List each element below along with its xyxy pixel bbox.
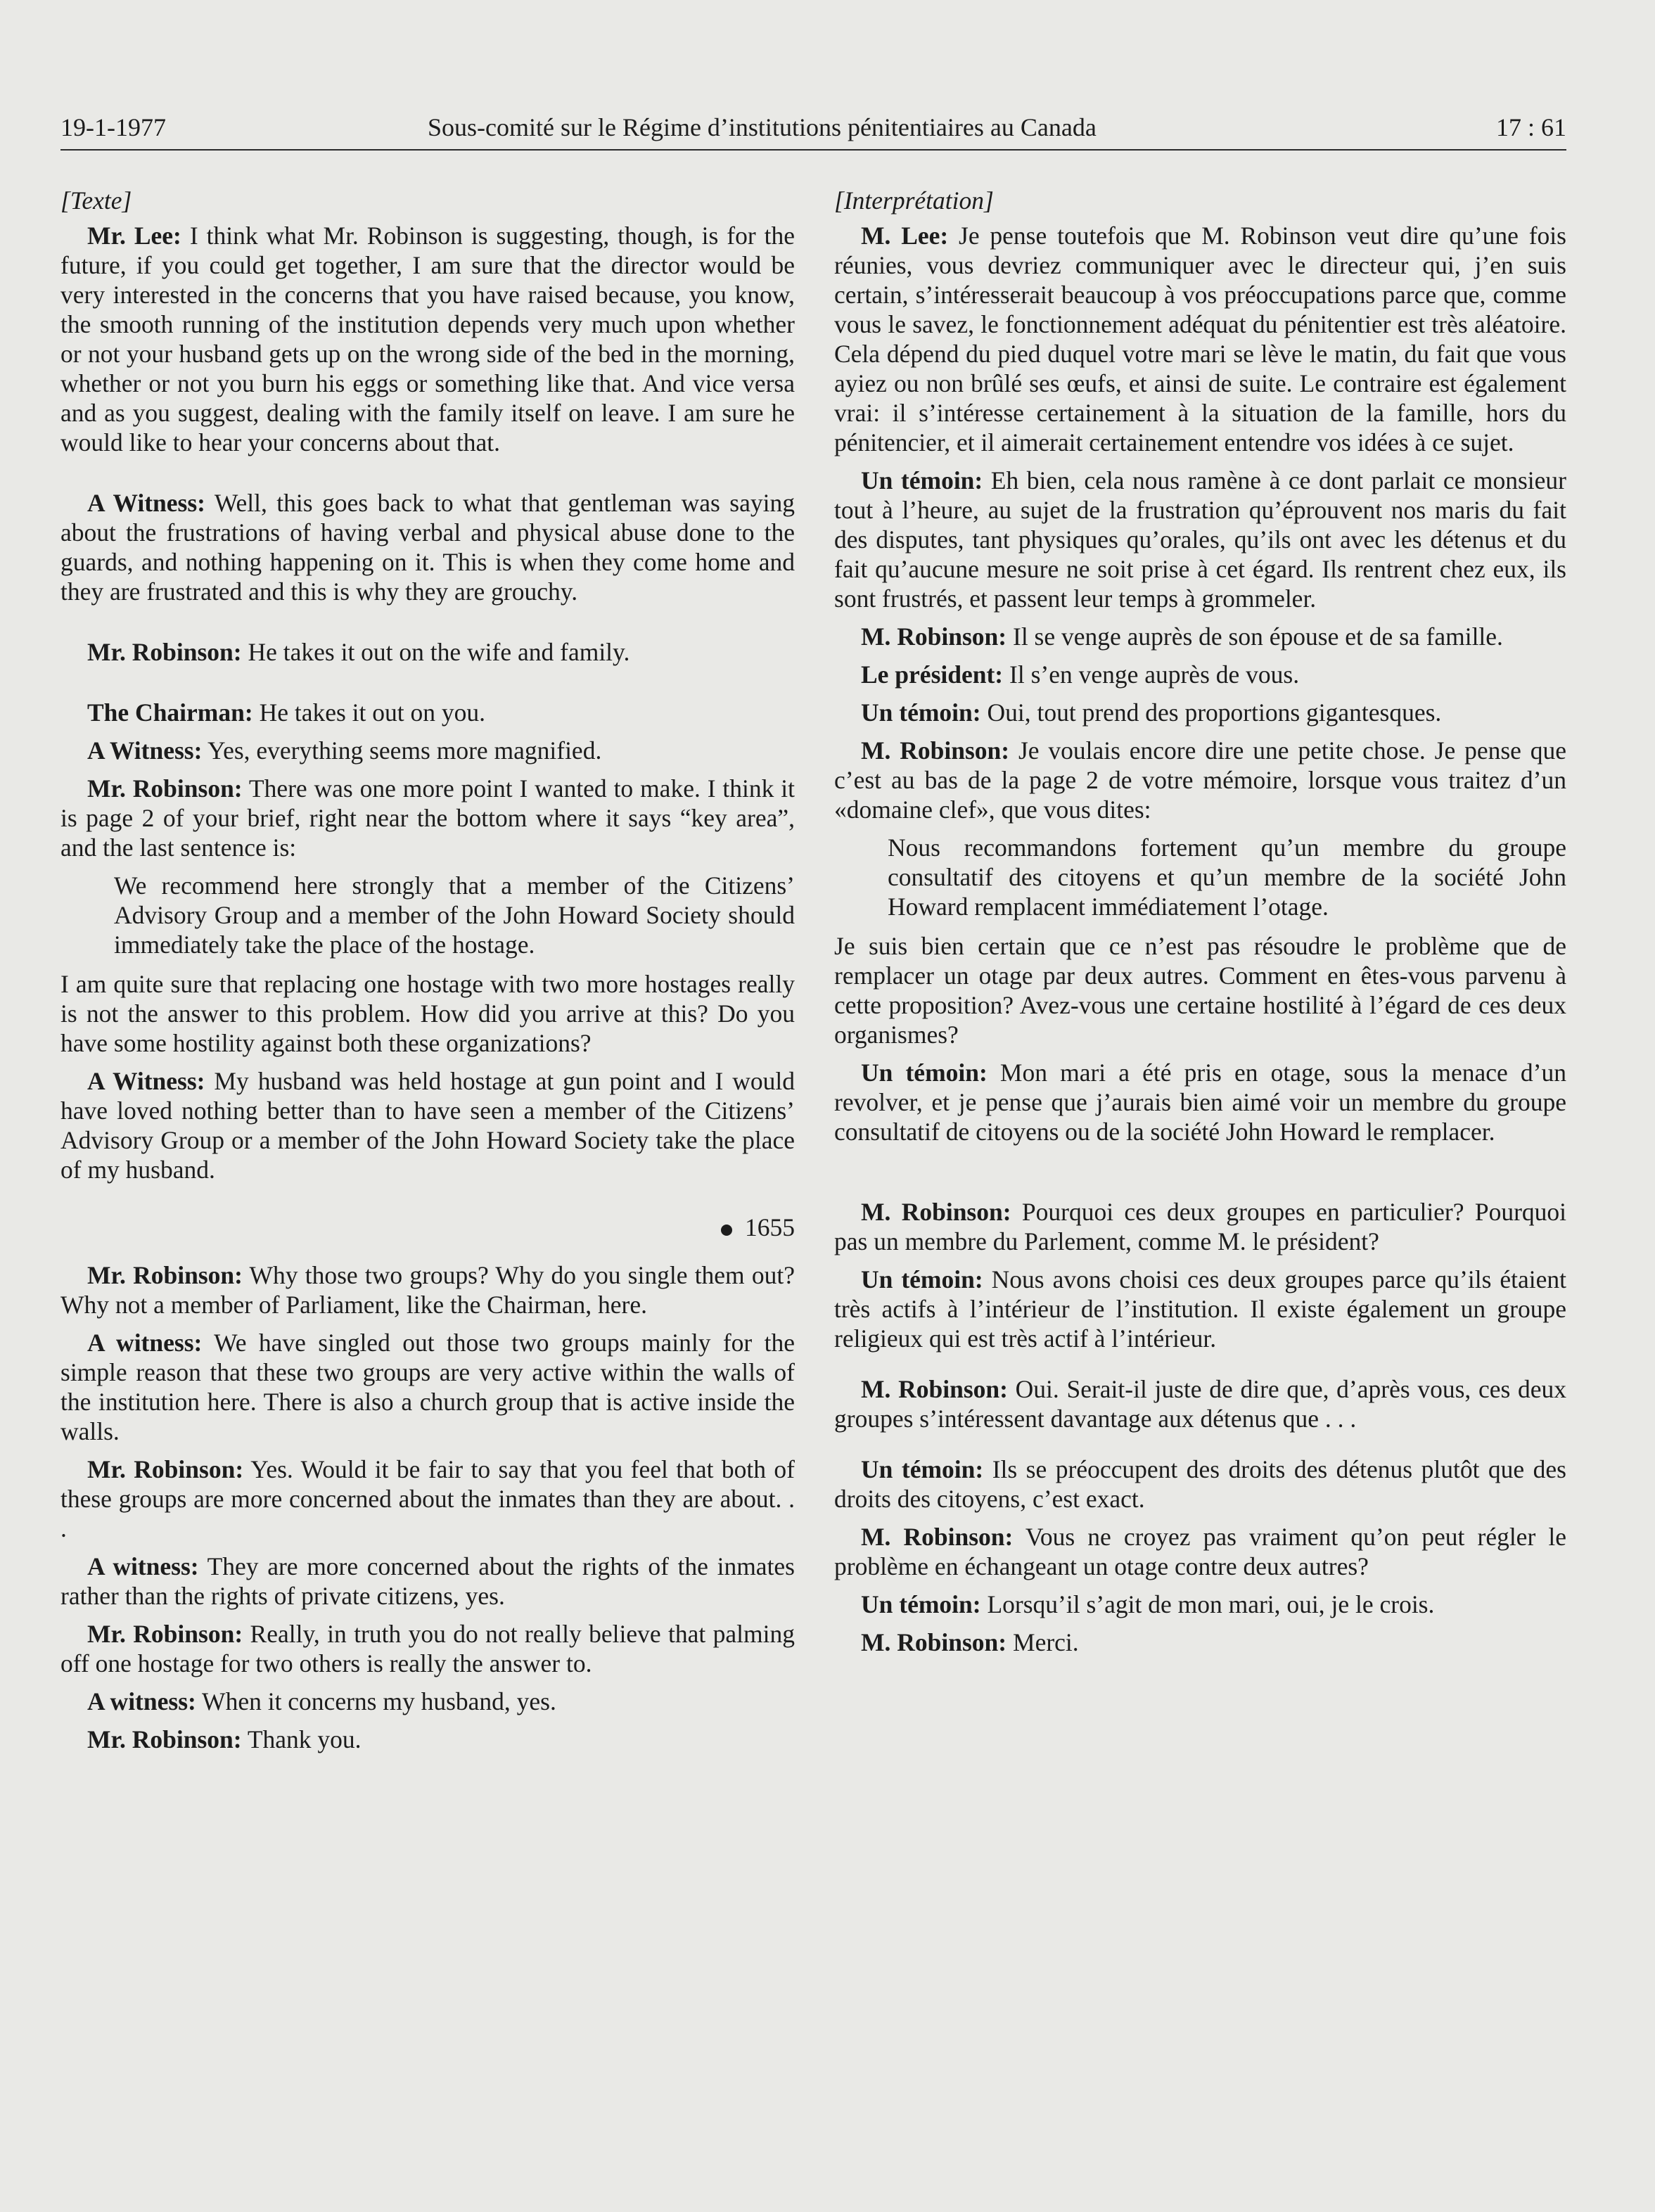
speech-text: Je voulais encore dire une petite chose. Je pense que c’est au bas de la page 2 de votre mémoire, lorsque vous traitez d’un «domaine clef», que vous dites: [834, 736, 1567, 824]
paragraph-witness [60, 1552, 795, 1611]
speaker-name: Mr. Robinson: [87, 1620, 243, 1648]
speech-text: Really, in truth you do not really believe that palming off one hostage for two others is really the answer to. [60, 1620, 795, 1677]
speaker-name: Un témoin: [861, 1265, 983, 1293]
paragraph-continuation: I am quite sure that replacing one hostage with two more hostages really is not the answer to this problem. How did you arrive at this? Do you have some hostility against both these organizations? [60, 970, 795, 1057]
speaker-name: M. Robinson: [861, 1198, 1011, 1226]
time-marker [60, 1213, 795, 1242]
quoted-recommendation: We recommend here strongly that a member of the Citizens’ Advisory Group and a member of the John Howard Society should immediately take the place of the hostage. [114, 871, 795, 959]
speech-text: Yes. Would it be fair to say that you feel that both of these groups are more concerned about the inmates than they are about. . . [60, 1455, 795, 1542]
bullet-icon [721, 1225, 732, 1236]
paragraph-lee [834, 221, 1566, 457]
speech-text: There was one more point I wanted to make. I think it is page 2 of your brief, right near the bottom where it says “key area”, and the last sentence is: [60, 774, 795, 862]
paragraph-witness [60, 1328, 795, 1446]
speech-text: Il s’en venge auprès de vous. [1003, 660, 1300, 689]
paragraph-robinson [834, 1374, 1566, 1433]
paragraph-witness [60, 1066, 795, 1184]
speech-text: Why those two groups? Why do you single them out? Why not a member of Parliament, like the Chairman, here. [60, 1261, 795, 1319]
speech-text: Thank you. [241, 1725, 362, 1753]
speech-text: I think what Mr. Robinson is suggesting, though, is for the future, if you could get together, I am sure that the director would be very interested in the concerns that you have raised because, you know, the smooth running of the institution depends very much upon whether or not your husband gets up on the wrong side of the bed in the morning, whether or not you burn his eggs or something like that. And vice versa and as you suggest, dealing with the family itself on leave. I am sure he would like to hear your concerns about that. [60, 222, 795, 456]
paragraph-chairman [60, 698, 795, 727]
speech-text: Mon mari a été pris en otage, sous la menace d’un revolver, et je pense que j’aurais bien aimé voir un membre du groupe consultatif de citoyens ou de la société John Howard le remplacer. [834, 1059, 1566, 1146]
paragraph-robinson [834, 1197, 1566, 1256]
paragraph-continuation: Je suis bien certain que ce n’est pas résoudre le problème que de remplacer un otage par deux autres. Comment en êtes-vous parvenu à cette proposition? Avez-vous une certaine hostilité à l’égard de ces deux organismes? [834, 932, 1566, 1049]
language-label: [Texte] [60, 186, 132, 215]
speech-text: Merci. [1007, 1628, 1079, 1656]
speaker-name: Un témoin: [861, 466, 983, 494]
quoted-recommendation: Nous recommandons fortement qu’un membre du groupe consultatif des citoyens et qu’un membre de la société John Howard remplacent immédiatement l’otage. [888, 833, 1566, 921]
paragraph-chairman [834, 660, 1566, 689]
speaker-name: M. Robinson: [861, 736, 1010, 765]
speech-text: Oui, tout prend des proportions gigantesques. [980, 698, 1442, 727]
speech-text: Well, this goes back to what that gentleman was saying about the frustrations of having verbal and physical abuse done to the guards, and nothing happening on it. This is when they come home and they are frustrated and this is why they are grouchy. [60, 489, 795, 606]
speaker-name: Mr. Robinson: [87, 774, 243, 803]
paragraph-robinson [834, 736, 1566, 824]
speech-text: They are more concerned about the rights of the inmates rather than the rights of private citizens, yes. [60, 1552, 795, 1610]
speech-text: Je pense toutefois que M. Robinson veut dire qu’une fois réunies, vous devriez communiquer avec le directeur qui, j’en suis certain, s’intéresserait beaucoup à vos préoccupations parce que, comme vous le savez, le fonctionnement adéquat du pénitentier est très aléatoire. Cela dépend du pied duquel votre mari se lève le matin, du fait que vous ayiez ou non brûlé ses œufs, et ainsi de suite. Le contraire est également vrai: il s’intéresse certainement à la situation de la famille, hors du pénitencier, et il aimerait certainement entendre vos idées à ce sujet. [834, 222, 1566, 456]
paragraph-robinson [834, 622, 1566, 651]
header-title: Sous-comité sur le Régime d’institutions pénitentiaires au Canada [428, 113, 1097, 141]
speaker-name: M. Robinson: [861, 622, 1007, 651]
speech-text: He takes it out on you. [253, 698, 486, 727]
header-date: 19-1-1977 [60, 113, 166, 141]
speaker-name: Un témoin: [861, 1059, 988, 1087]
paragraph-witness [834, 1455, 1566, 1514]
paragraph-witness [834, 1265, 1566, 1353]
speech-text: Ils se préoccupent des droits des détenus plutôt que des droits des citoyens, c’est exact. [834, 1455, 1566, 1513]
speech-text: My husband was held hostage at gun point and I would have loved nothing better than to have seen a member of the Citizens’ Advisory Group or a member of the John Howard Society take the place of my husband. [60, 1067, 795, 1184]
speaker-name: A witness: [87, 1552, 199, 1580]
running-header [60, 113, 1566, 152]
speech-text: Lorsqu’il s’agit de mon mari, oui, je le crois. [980, 1590, 1435, 1618]
speaker-name: A Witness: [87, 736, 203, 765]
english-column [60, 186, 795, 1763]
speaker-name: Un témoin: [861, 698, 981, 727]
speaker-name: The Chairman: [87, 698, 253, 727]
paragraph-robinson [60, 774, 795, 862]
paragraph-robinson [60, 1455, 795, 1543]
speech-text: We have singled out those two groups mainly for the simple reason that these two groups are very active within the walls of the institution here. There is also a church group that is active inside the walls. [60, 1329, 795, 1445]
french-column [834, 186, 1566, 1666]
speech-text: Yes, everything seems more magnified. [202, 736, 602, 765]
paragraph-witness [834, 1058, 1566, 1146]
speaker-name: Mr. Robinson: [87, 1725, 242, 1753]
speech-text: Eh bien, cela nous ramène à ce dont parlait ce monsieur tout à l’heure, au sujet de la frustration qu’éprouvent nos maris du fait des disputes, tant physiques qu’orales, qu’ils ont avec les détenus et du fait qu’aucune mesure ne soit prise à cet égard. Ils rentrent chez eux, ils sont frustrés, et passent leur temps à grommeler. [834, 466, 1566, 613]
paragraph-witness [834, 698, 1566, 727]
speech-text: Vous ne croyez pas vraiment qu’on peut régler le problème en échangeant un otage contre deux autres? [834, 1523, 1566, 1580]
time-value: 1655 [745, 1213, 795, 1241]
speech-text: Oui. Serait-il juste de dire que, d’après vous, ces deux groupes s’intéressent davantage aux détenus que . . . [834, 1375, 1567, 1433]
paragraph-robinson [60, 1725, 795, 1754]
speaker-name: M. Robinson: [861, 1523, 1014, 1551]
paragraph-robinson [60, 1619, 795, 1678]
speech-text: Nous avons choisi ces deux groupes parce qu’ils étaient très actifs à l’intérieur de l’institution. Il existe également un groupe religieux qui est très actif à l’intérieur. [834, 1265, 1566, 1353]
speaker-name: A Witness: [87, 1067, 205, 1095]
speaker-name: Mr. Robinson: [87, 1455, 244, 1483]
speaker-name: A witness: [87, 1687, 196, 1715]
speaker-name: Mr. Lee: [87, 222, 181, 250]
paragraph-robinson [834, 1628, 1566, 1657]
paragraph-witness [60, 1687, 795, 1716]
speaker-name: M. Robinson: [861, 1628, 1007, 1656]
speech-text: When it concerns my husband, yes. [196, 1687, 556, 1715]
speaker-name: Mr. Robinson: [87, 638, 242, 666]
language-label: [Interprétation] [834, 186, 994, 215]
paragraph-robinson [60, 1260, 795, 1319]
paragraph-lee [60, 221, 795, 457]
speaker-name: M. Robinson: [861, 1375, 1008, 1403]
header-page-number: 17 : 61 [1495, 113, 1566, 141]
speaker-name: A witness: [87, 1329, 203, 1357]
header-rule [60, 149, 1566, 151]
speech-text: Il se venge auprès de son épouse et de sa famille. [1007, 622, 1503, 651]
speaker-name: Un témoin: [861, 1590, 981, 1618]
speaker-name: M. Lee: [861, 222, 949, 250]
paragraph-witness [834, 1590, 1566, 1619]
speaker-name: A Witness: [87, 489, 205, 517]
speaker-name: Le président: [861, 660, 1004, 689]
paragraph-robinson [60, 637, 795, 667]
speech-text: Pourquoi ces deux groupes en particulier? Pourquoi pas un membre du Parlement, comme M. le président? [834, 1198, 1567, 1255]
paragraph-robinson [834, 1522, 1566, 1581]
paragraph-witness [60, 736, 795, 765]
paragraph-witness [60, 488, 795, 606]
paragraph-witness [834, 466, 1566, 613]
speaker-name: Un témoin: [861, 1455, 984, 1483]
speaker-name: Mr. Robinson: [87, 1261, 243, 1289]
speech-text: He takes it out on the wife and family. [241, 638, 630, 666]
